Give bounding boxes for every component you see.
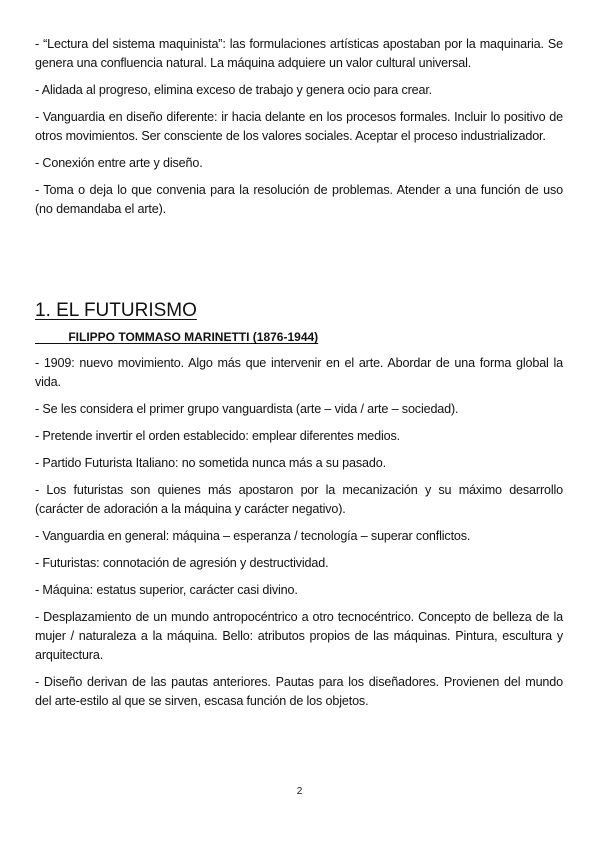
section-item: - Los futuristas son quienes más apostaron por la mecanización y su máximo desarrollo (carácter de adoración a la máquina y carácter negativo). [35,483,563,516]
intro-item: - “Lectura del sistema maquinista”: las formulaciones artísticas apostaban por la maquinaria. Se genera una confluencia natural. La máquina adquiere un valor cultural universal. [35,37,563,70]
intro-item: - Toma o deja lo que convenia para la resolución de problemas. Atender a una función de uso (no demandaba el arte). [35,183,563,216]
intro-item: - Conexión entre arte y diseño. [35,156,203,170]
section-spacer [35,227,563,300]
section-item: - Se les considera el primer grupo vanguardista (arte – vida / arte – sociedad). [35,402,459,416]
section-item: - Partido Futurista Italiano: no sometida nunca más a su pasado. [35,456,386,470]
section-item: - Diseño derivan de las pautas anteriores. Pautas para los diseñadores. Provienen del mundo del arte-estilo al que se sirven, escasa función de los objetos. [35,675,563,708]
intro-item: - Vanguardia en diseño diferente: ir hacia delante en los procesos formales. Incluir lo positivo de otros movimientos. Ser consciente de los valores sociales. Aceptar el proceso industrializador. [35,110,563,143]
section-item: - Pretende invertir el orden establecido: emplear diferentes medios. [35,429,401,443]
section-subheading: FILIPPO TOMMASO MARINETTI (1876-1944) [68,330,319,344]
section-item: - 1909: nuevo movimiento. Algo más que intervenir en el arte. Abordar de una forma global la vida. [35,356,563,389]
section-item: - Vanguardia en general: máquina – esperanza / tecnología – superar conflictos. [35,529,471,543]
intro-item: - Alidada al progreso, elimina exceso de trabajo y genera ocio para crear. [35,83,433,97]
section-heading: 1. EL FUTURISMO [35,300,197,321]
section-item: - Desplazamiento de un mundo antropocéntrico a otro tecnocéntrico. Concepto de belleza de la mujer / naturaleza a la máquina. Bello: atributos propios de las máquinas. Pintura, escultura y arquitectura. [35,610,563,662]
page-number: 2 [296,786,303,797]
section-item: - Futuristas: connotación de agresión y destructividad. [35,556,329,570]
document-page [35,35,563,719]
section-item: - Máquina: estatus superior, carácter casi divino. [35,583,298,597]
